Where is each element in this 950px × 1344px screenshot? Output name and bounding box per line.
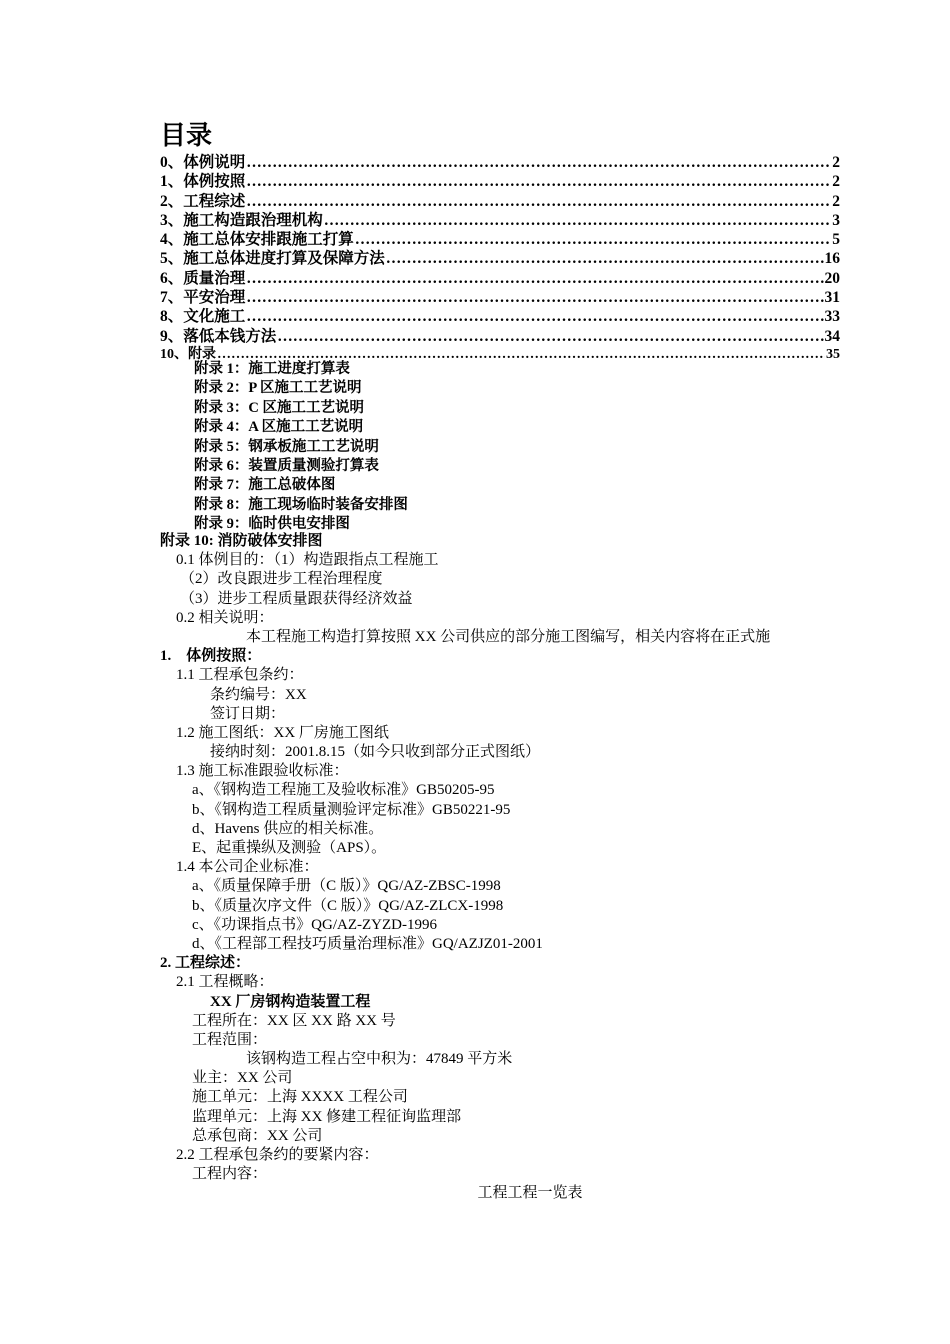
toc-entry-label: 4、施工总体安排跟施工打算 — [160, 231, 354, 247]
toc-entry-page: 2 — [832, 192, 840, 208]
toc-leader-dots — [277, 328, 823, 343]
toc-entry-3[interactable] — [160, 208, 840, 227]
document-body — [160, 532, 840, 1204]
purpose-item-3: （3）进步工程质量跟获得经济效益 — [180, 590, 413, 607]
appendix-list — [194, 360, 408, 535]
appendix-item[interactable]: 附录 5：钢承板施工工艺说明 — [194, 438, 379, 455]
toc-leader-dots — [246, 289, 823, 304]
appendix-item[interactable]: 附录 4：A 区施工工艺说明 — [194, 419, 364, 436]
appendix-item[interactable]: 附录 1：施工进度打算表 — [194, 361, 350, 377]
company-standard-item: a、《质量保障手册（C 版）》QG/AZ-ZBSC-1998 — [192, 878, 501, 895]
project-list-caption: 工程工程一览表 — [477, 1185, 583, 1202]
toc-entry-label: 6、质量治理 — [160, 269, 246, 286]
company-standard-item: d、《工程部工程技巧质量治理标准》GQ/AZJZ01-2001 — [192, 935, 543, 952]
standard-item: E、起重操纵及测验（APS）。 — [192, 840, 387, 856]
supervision-unit: 监理单元：上海 XX 修建工程征询监理部 — [192, 1108, 462, 1125]
project-scope: 工程范围： — [192, 1031, 268, 1048]
project-location: 工程所在：XX 区 XX 路 XX 号 — [192, 1012, 396, 1029]
toc-entry-9[interactable] — [160, 324, 840, 343]
notes-heading: 0.2 相关说明： — [176, 609, 274, 626]
notes-paragraph: 本工程施工构造打算按照 XX 公司供应的部分施工图编写，相关内容将在正式施 — [246, 628, 771, 645]
section-1-heading: 1. 体例按照： — [160, 648, 262, 665]
sign-date: 签订日期： — [210, 705, 286, 722]
toc-entry-page: 3 — [832, 211, 840, 228]
toc-entry-page: 31 — [824, 289, 840, 305]
overview-heading: 2.1 工程概略： — [176, 974, 274, 991]
toc-leader-dots — [246, 154, 831, 169]
company-standard-item: b、《质量次序文件（C 版）》QG/AZ-ZLCX-1998 — [192, 897, 504, 914]
standards-heading: 1.3 施工标准跟验收标准： — [176, 763, 349, 780]
contract-heading: 1.1 工程承包条约： — [176, 667, 304, 684]
toc-entry-label: 3、施工构造跟治理机构 — [160, 211, 323, 228]
toc-entry-label: 1、体例按照 — [160, 173, 246, 189]
toc-entry-5[interactable] — [160, 246, 840, 265]
project-name: XX 厂房钢构造装置工程 — [210, 993, 371, 1010]
construction-unit: 施工单元：上海 XXXX 工程公司 — [192, 1089, 408, 1106]
receive-time: 接纳时刻：2001.8.15（如今只收到部分正式图纸） — [210, 744, 541, 761]
toc-title: 目录 — [160, 121, 213, 151]
company-standard-item: c、《功课指点书》QG/AZ-ZYZD-1996 — [192, 916, 437, 933]
standard-item: b、《钢构造工程质量测验评定标准》GB50221-95 — [192, 801, 511, 818]
project-area: 该钢构造工程占空中积为：47849 平方米 — [246, 1051, 513, 1068]
toc-entry-0[interactable] — [160, 150, 840, 169]
toc-entry-label: 10、附录 — [160, 346, 216, 362]
toc-leader-dots — [246, 270, 823, 285]
toc-entry-label: 2、工程综述 — [160, 192, 246, 208]
appendix-item[interactable]: 附录 8：施工现场临时装备安排图 — [194, 496, 408, 513]
purpose-item-2: （2）改良跟进步工程治理程度 — [180, 571, 383, 588]
toc-entry-label: 9、落低本钱方法 — [160, 327, 277, 343]
contract-content-heading: 2.2 工程承包条约的要紧内容： — [176, 1147, 379, 1163]
section-2-heading: 2. 工程综述： — [160, 955, 251, 972]
purpose-line: 0.1 体例目的：（1）构造跟指点工程施工 — [176, 552, 439, 569]
appendix-item[interactable]: 附录 6：装置质量测验打算表 — [194, 457, 379, 474]
toc-entry-page: 34 — [824, 327, 840, 343]
toc-entry-4[interactable] — [160, 227, 840, 246]
standard-item: d、Havens 供应的相关标准。 — [192, 820, 384, 837]
toc-leader-dots — [246, 193, 831, 208]
toc-entry-8[interactable] — [160, 304, 840, 323]
toc-leader-dots — [355, 231, 831, 246]
appendix-item[interactable]: 附录 2：P 区施工工艺说明 — [194, 380, 362, 397]
toc-entry-7[interactable] — [160, 285, 840, 304]
toc-leader-dots — [246, 173, 831, 188]
general-contractor: 总承包商：XX 公司 — [192, 1127, 323, 1144]
appendix-item[interactable]: 附录 7：施工总破体图 — [194, 477, 336, 494]
toc-entry-6[interactable] — [160, 266, 840, 285]
toc-entry-label: 7、平安治理 — [160, 289, 246, 305]
company-standards-heading: 1.4 本公司企业标准： — [176, 859, 319, 876]
toc-entry-label: 8、文化施工 — [160, 308, 246, 324]
toc-entry-page: 2 — [832, 173, 840, 189]
drawings-line: 1.2 施工图纸：XX 厂房施工图纸 — [176, 724, 389, 741]
standard-item: a、《钢构造工程施工及验收标准》GB50205-95 — [192, 782, 495, 799]
appendix-10-heading[interactable]: 附录 10: 消防破体安排图 — [160, 533, 323, 549]
toc-entry-page: 33 — [824, 308, 840, 324]
toc-entry-page: 16 — [824, 250, 840, 266]
toc-entry-label: 5、施工总体进度打算及保障方法 — [160, 250, 385, 266]
toc-leader-dots — [246, 308, 823, 323]
toc-entry-page: 2 — [832, 154, 840, 170]
table-of-contents — [160, 150, 840, 362]
toc-entry-page: 35 — [826, 346, 840, 362]
appendix-item[interactable]: 附录 9：临时供电安排图 — [194, 516, 350, 533]
toc-entry-page: 5 — [832, 231, 840, 247]
toc-leader-dots — [324, 212, 831, 227]
toc-entry-1[interactable] — [160, 169, 840, 188]
toc-entry-label: 0、体例说明 — [160, 154, 246, 170]
toc-entry-2[interactable] — [160, 189, 840, 208]
toc-leader-dots — [386, 250, 824, 265]
owner: 业主：XX 公司 — [192, 1070, 293, 1087]
toc-entry-page: 20 — [824, 269, 840, 286]
contract-number: 条约编号：XX — [210, 686, 307, 703]
work-content: 工程内容： — [192, 1166, 268, 1183]
appendix-item[interactable]: 附录 3：C 区施工工艺说明 — [194, 399, 364, 416]
